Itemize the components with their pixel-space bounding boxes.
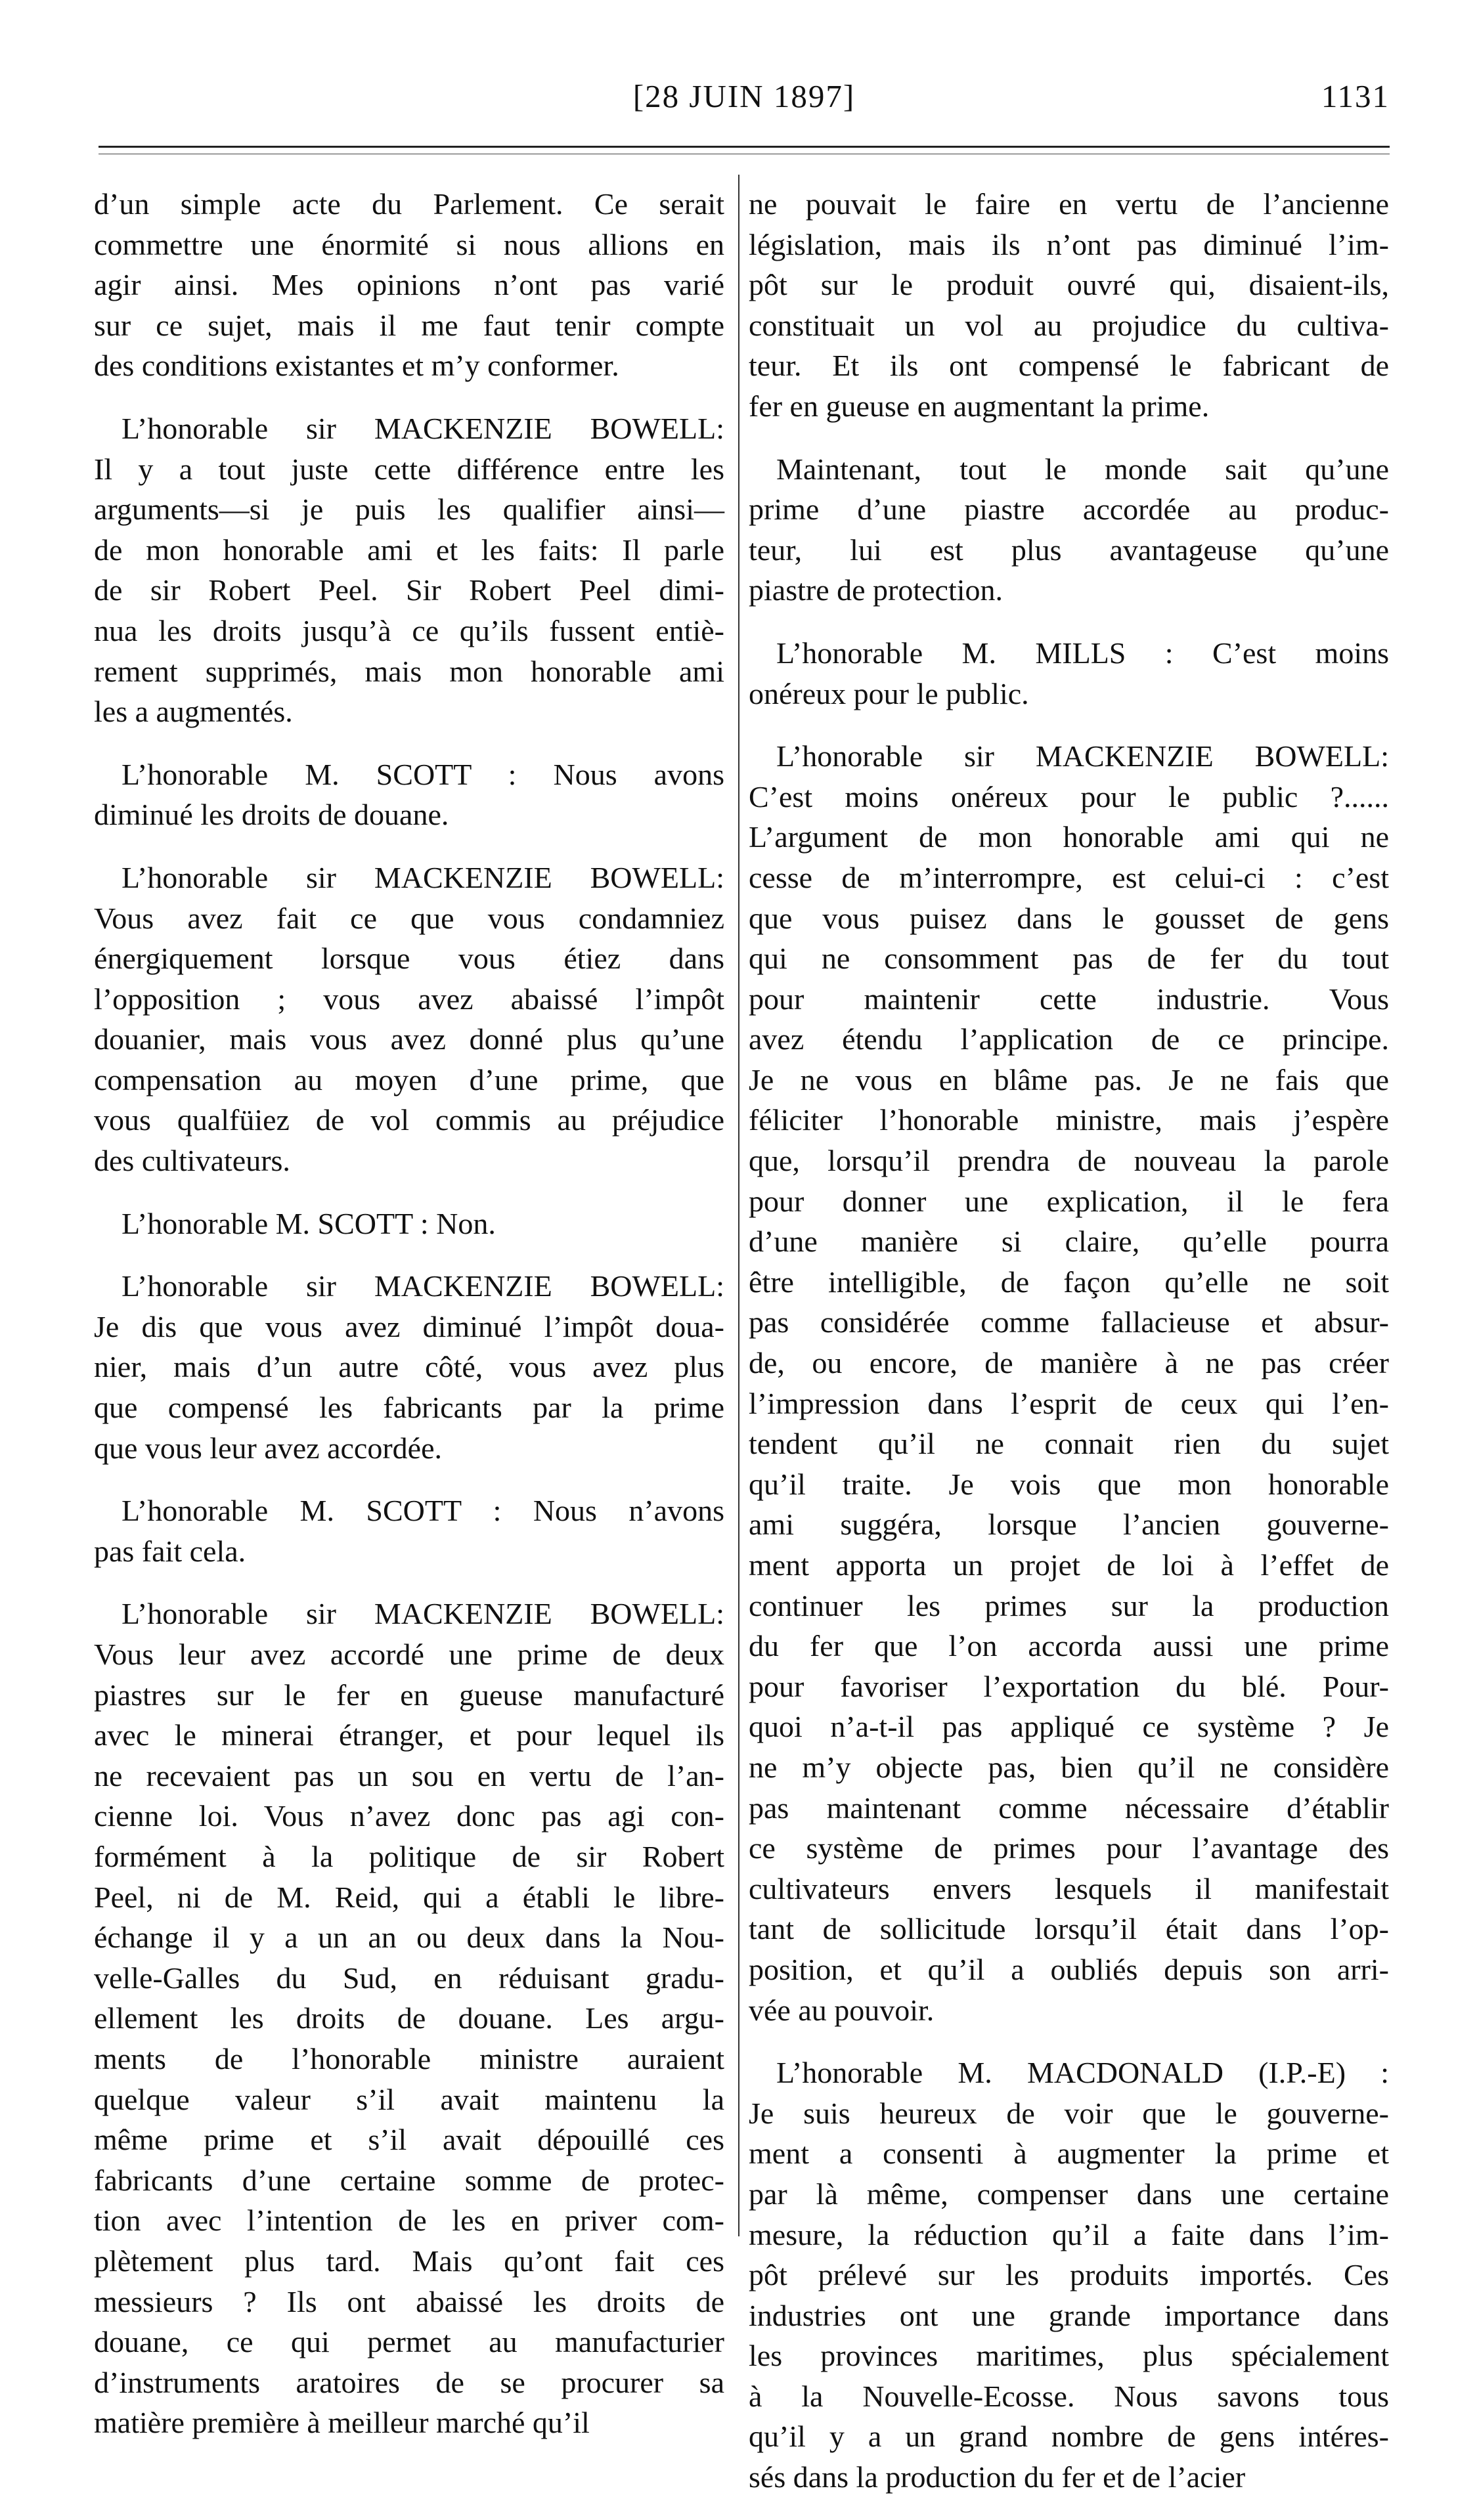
text-line: ments de l’honorable ministre auraient — [94, 2041, 724, 2075]
text-line: de sir Robert Peel. Sir Robert Peel dimi- — [94, 573, 724, 607]
text-line: L’honorable M. SCOTT : Non. — [121, 1206, 496, 1240]
text-line: qui ne consomment pas de fer du tout — [749, 942, 1389, 976]
text-line: être intelligible, de façon qu’elle ne soit — [749, 1265, 1389, 1299]
text-line: douanier, mais vous avez donné plus qu’une — [94, 1022, 724, 1056]
text-line: L’honorable M. MILLS : C’est moins — [776, 636, 1389, 670]
text-line: du fer que l’on accorda aussi une prime — [749, 1629, 1389, 1663]
text-line: Il y a tout juste cette différence entre les — [94, 452, 724, 486]
text-line: matière première à meilleur marché qu’il — [94, 2406, 590, 2440]
paragraph — [749, 736, 1389, 2030]
text-line: cienne loi. Vous n’avez donc pas agi con- — [94, 1799, 724, 1833]
paragraph — [94, 184, 724, 386]
text-line: tant de sollicitude lorsqu’il était dans l’op- — [749, 1912, 1389, 1946]
text-line: l’impression dans l’esprit de ceux qui l’en- — [749, 1386, 1389, 1420]
text-line: pour donner une explication, il le fera — [749, 1184, 1389, 1218]
paragraph — [749, 184, 1389, 427]
text-line: fer en gueuse en augmentant la prime. — [749, 389, 1210, 423]
text-line: que vous puisez dans le gousset de gens — [749, 901, 1389, 935]
text-line: position, et qu’il a oubliés depuis son arri- — [749, 1952, 1389, 1986]
text-line: nier, mais d’un autre côté, vous avez plus — [94, 1350, 724, 1384]
text-line: d’une manière si claire, qu’elle pourra — [749, 1225, 1389, 1259]
text-line: avec le minerai étranger, et pour lequel ils — [94, 1718, 724, 1752]
text-line: agir ainsi. Mes opinions n’ont pas varié — [94, 268, 724, 302]
paragraph — [94, 1266, 724, 1468]
text-line: pas fait cela. — [94, 1534, 246, 1568]
text-line: Vous leur avez accordé une prime de deux — [94, 1638, 724, 1671]
text-line: Je ne vous en blâme pas. Je ne fais que — [749, 1062, 1389, 1097]
text-line: les provinces maritimes, plus spécialement — [749, 2339, 1389, 2373]
text-line: ne m’y objecte pas, bien qu’il ne considère — [749, 1750, 1389, 1784]
text-line: L’honorable sir MACKENZIE BOWELL: — [121, 1269, 724, 1303]
text-line: législation, mais ils n’ont pas diminué l’im- — [749, 227, 1389, 261]
text-line: compensation au moyen d’une prime, que — [94, 1062, 724, 1097]
text-line: que, lorsqu’il prendra de nouveau la parole — [749, 1144, 1389, 1178]
text-line: formément à la politique de sir Robert — [94, 1839, 724, 1873]
text-line: rement supprimés, mais mon honorable ami — [94, 654, 724, 688]
header-rule — [99, 146, 1390, 148]
text-line: pas maintenant comme nécessaire d’établir — [749, 1791, 1389, 1825]
text-line: ce système de primes pour l’avantage des — [749, 1831, 1389, 1865]
paragraph — [94, 1594, 724, 2443]
header-date: [28 JUIN 1897] — [632, 78, 856, 114]
text-line: pas considérée comme fallacieuse et absur- — [749, 1305, 1389, 1339]
text-line: vous qualfüiez de vol commis au préjudice — [94, 1103, 724, 1137]
paragraph — [94, 754, 724, 835]
text-line: même prime et s’il avait dépouillé ces — [94, 2123, 724, 2157]
text-line: industries ont une grande importance dans — [749, 2298, 1389, 2332]
text-line: velle-Galles du Sud, en réduisant gradu- — [94, 1961, 724, 1995]
paragraph — [94, 408, 724, 732]
text-line: sur ce sujet, mais il me faut tenir compte — [94, 308, 724, 342]
text-line: féliciter l’honorable ministre, mais j’espère — [749, 1103, 1389, 1137]
text-line: onéreux pour le public. — [749, 676, 1029, 710]
text-line: Maintenant, tout le monde sait qu’une — [776, 452, 1389, 486]
text-line: l’opposition ; vous avez abaissé l’impôt — [94, 982, 724, 1016]
text-line: L’honorable M. SCOTT : Nous avons — [121, 757, 724, 791]
text-line: C’est moins onéreux pour le public ?...... — [749, 779, 1389, 814]
paragraph — [749, 2053, 1389, 2498]
text-line: L’honorable sir MACKENZIE BOWELL: — [776, 739, 1389, 773]
text-line: d’instruments aratoires de se procurer sa — [94, 2365, 724, 2399]
text-line: pôt sur le produit ouvré qui, disaient-ils, — [749, 268, 1389, 302]
paragraph — [94, 858, 724, 1181]
page-header — [99, 77, 1390, 130]
text-line: prime d’une piastre accordée au produc- — [749, 492, 1389, 527]
text-line: de, ou encore, de manière à ne pas créer — [749, 1346, 1389, 1380]
text-line: L’honorable sir MACKENZIE BOWELL: — [121, 411, 724, 445]
text-line: mesure, la réduction qu’il a faite dans l’im- — [749, 2217, 1389, 2251]
paragraph — [749, 633, 1389, 714]
text-line: pôt prélevé sur les produits importés. Ces — [749, 2258, 1389, 2292]
text-line: de mon honorable ami et les faits: Il parle — [94, 532, 724, 567]
text-line: L’honorable sir MACKENZIE BOWELL: — [121, 1597, 724, 1631]
text-line: qu’il traite. Je vois que mon honorable — [749, 1467, 1389, 1501]
text-line: nua les droits jusqu’à ce qu’ils fussent entiè- — [94, 613, 724, 647]
text-line: qu’il y a un grand nombre de gens intéres- — [749, 2420, 1389, 2454]
page-number: 1131 — [1321, 78, 1390, 114]
text-line: que vous leur avez accordée. — [94, 1431, 442, 1465]
text-line: teur. Et ils ont compensé le fabricant de — [749, 349, 1389, 383]
text-line: ellement les droits de douane. Les argu- — [94, 2001, 724, 2035]
text-line: tion avec l’intention de les en priver com- — [94, 2204, 724, 2238]
text-line: échange il y a un an ou deux dans la Nou- — [94, 1921, 724, 1955]
text-line: L’honorable M. MACDONALD (I.P.-E) : — [776, 2056, 1389, 2090]
text-line: que compensé les fabricants par la prime — [94, 1391, 724, 1425]
paragraph — [94, 1490, 724, 1571]
text-line: cultivateurs envers lesquels il manifestait — [749, 1871, 1389, 1905]
text-line: à la Nouvelle-Ecosse. Nous savons tous — [749, 2379, 1389, 2413]
text-line: diminué les droits de douane. — [94, 798, 449, 832]
paragraph — [749, 449, 1389, 611]
text-line: énergiquement lorsque vous étiez dans — [94, 942, 724, 976]
text-line: constituait un vol au projudice du cultiva- — [749, 308, 1389, 342]
text-line: ment apporta un projet de loi à l’effet de — [749, 1548, 1389, 1582]
text-line: des conditions existantes et m’y conformer. — [94, 349, 619, 383]
text-line: par là même, compenser dans une certaine — [749, 2177, 1389, 2211]
text-line: continuer les primes sur la production — [749, 1588, 1389, 1622]
column-divider — [738, 175, 739, 2236]
text-line: quelque valeur s’il avait maintenu la — [94, 2082, 724, 2116]
text-line: tendent qu’il ne connait rien du sujet — [749, 1427, 1389, 1461]
text-line: pour maintenir cette industrie. Vous — [749, 982, 1389, 1016]
text-line: ne recevaient pas un sou en vertu de l’an- — [94, 1758, 724, 1792]
text-line: avez étendu l’application de ce principe. — [749, 1022, 1389, 1056]
text-line: Vous avez fait ce que vous condamniez — [94, 901, 724, 935]
text-line: messieurs ? Ils ont abaissé les droits de — [94, 2284, 724, 2318]
text-line: cesse de m’interrompre, est celui-ci : c’est — [749, 860, 1389, 894]
text-line: piastre de protection. — [749, 573, 1003, 607]
text-line: quoi n’a-t-il pas appliqué ce système ? Je — [749, 1710, 1389, 1744]
text-line: les a augmentés. — [94, 695, 293, 729]
text-line: piastres sur le fer en gueuse manufacturé — [94, 1678, 724, 1712]
left-column — [94, 184, 724, 2466]
text-line: plètement plus tard. Mais qu’ont fait ces — [94, 2244, 724, 2278]
text-line: Je dis que vous avez diminué l’impôt doua- — [94, 1309, 724, 1343]
text-line: sés dans la production du fer et de l’acier — [749, 2460, 1246, 2494]
text-line: ne pouvait le faire en vertu de l’ancienne — [749, 187, 1389, 221]
text-line: des cultivateurs. — [94, 1144, 290, 1178]
text-line: vée au pouvoir. — [749, 1993, 935, 2027]
right-column — [749, 184, 1389, 2520]
text-line: arguments—si je puis les qualifier ainsi— — [94, 492, 724, 527]
text-line: d’un simple acte du Parlement. Ce serait — [94, 187, 724, 221]
text-line: pour favoriser l’exportation du blé. Pour- — [749, 1669, 1389, 1703]
text-line: Peel, ni de M. Reid, qui a établi le libre- — [94, 1880, 724, 1914]
text-line: L’honorable sir MACKENZIE BOWELL: — [121, 860, 724, 894]
text-line: Je suis heureux de voir que le gouverne- — [749, 2096, 1389, 2130]
text-line: L’argument de mon honorable ami qui ne — [749, 820, 1389, 854]
paragraph — [94, 1204, 724, 1244]
text-line: douane, ce qui permet au manufacturier — [94, 2325, 724, 2359]
text-line: ment a consenti à augmenter la prime et — [749, 2137, 1389, 2171]
text-line: L’honorable M. SCOTT : Nous n’avons — [121, 1494, 724, 1528]
text-line: ami suggéra, lorsque l’ancien gouverne- — [749, 1508, 1389, 1542]
text-line: commettre une énormité si nous allions en — [94, 227, 724, 261]
text-line: teur, lui est plus avantageuse qu’une — [749, 532, 1389, 567]
text-line: fabricants d’une certaine somme de protec- — [94, 2163, 724, 2197]
